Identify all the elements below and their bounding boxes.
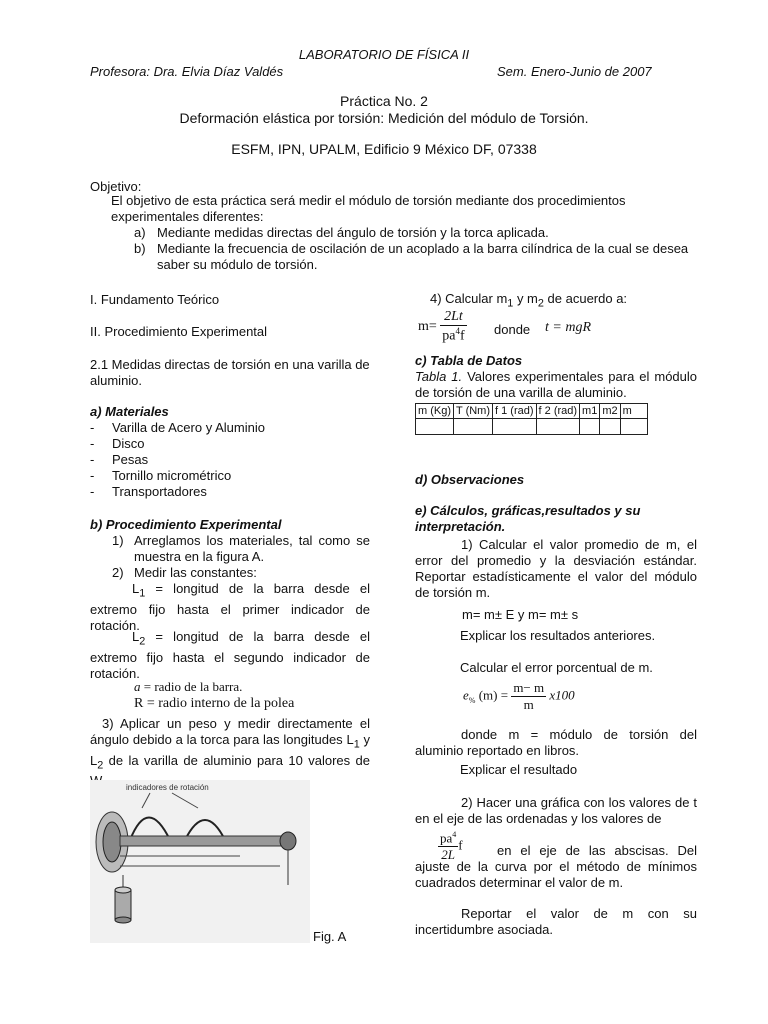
l2-text: = longitud de la barra desde el extremo fijo hasta el segundo indicador de rotación. xyxy=(90,629,370,681)
l2-definition xyxy=(90,629,370,682)
professor-name: Profesora: Dra. Elvia Díaz Valdés xyxy=(90,64,284,79)
table-caption xyxy=(415,369,697,401)
section-fundamento: I. Fundamento Teórico xyxy=(90,292,220,307)
objective-a-marker: a) xyxy=(134,225,146,240)
calc2-frac-tail: f xyxy=(458,837,463,853)
error-heading: Calcular el error porcentual de m. xyxy=(460,660,653,675)
calc2-text-b: en el eje de las abscisas. Del ajuste de la curva por el método de mínimos cuadrados determinar el valor de m. xyxy=(415,843,697,890)
eq-numerator: 2Lt xyxy=(440,309,466,326)
practice-subtitle: Deformación elástica por torsión: Medición del módulo de Torsión. xyxy=(179,110,589,126)
l1-text: = longitud de la barra desde el extremo fijo hasta el primer indicador de rotación. xyxy=(90,581,370,633)
data-table xyxy=(415,403,648,435)
calc2-frac-num: pa xyxy=(440,830,453,846)
explain-result: Explicar el resultado xyxy=(460,762,578,777)
table-header-cell: m2 xyxy=(600,404,620,419)
table-header-cell: m (Kg) xyxy=(416,404,454,419)
step4-a: 4) Calcular m xyxy=(430,291,508,306)
table-header-cell: f 1 (rad) xyxy=(493,404,537,419)
institution: ESFM, IPN, UPALM, Edificio 9 México DF, 07338 xyxy=(231,141,537,157)
objective-b-marker: b) xyxy=(134,241,146,256)
calc2-text-c: Reportar el valor de m con su incertidumbre asociada. xyxy=(415,906,697,937)
a-text: = radio de la barra. xyxy=(140,679,243,694)
step3-c: de la varilla de aluminio para 10 valores de xyxy=(108,752,370,768)
calc2-frac-den: 2L xyxy=(441,847,455,863)
eq-lhs: m= xyxy=(418,319,437,335)
material-item: - Pesas xyxy=(90,452,370,468)
figure-caption: Fig. A xyxy=(313,929,347,944)
objective-text: El objetivo de esta práctica será medir el módulo de torsión mediante dos procedimientos experimentales diferentes: xyxy=(111,193,626,224)
step4-b: y m xyxy=(513,291,538,306)
figure-label-indicators: indicadores de rotación xyxy=(126,783,209,792)
step4-sub1: 1 xyxy=(507,297,514,310)
err-lhs: e xyxy=(463,687,469,703)
eq-den-exponent: 4 xyxy=(455,326,461,336)
observations-heading: d) Observaciones xyxy=(415,472,525,487)
table-row xyxy=(416,419,648,435)
materials-list xyxy=(90,420,370,500)
step2-text: Medir las constantes: xyxy=(134,565,257,580)
eq-den-end: f xyxy=(460,328,465,344)
material-item: - Disco xyxy=(90,436,370,452)
step4-c: de acuerdo a: xyxy=(543,291,628,306)
table-caption-label: Tabla 1. xyxy=(415,369,463,384)
a-symbol: a xyxy=(134,679,141,694)
table-caption-text: Valores experimentales para el módulo de torsión de una varilla de aluminio. xyxy=(415,369,698,400)
err-tail: x100 xyxy=(549,687,575,703)
err-lhs-arg: (m) = xyxy=(478,687,509,703)
err-numerator: m− m xyxy=(513,680,545,695)
err-lhs-sub: % xyxy=(468,696,476,706)
step4-text xyxy=(430,291,627,310)
eq-fraction xyxy=(440,309,466,345)
r-definition: R = radio interno de la polea xyxy=(134,696,295,711)
step2-marker: 2) xyxy=(112,565,124,580)
step1-text: Arreglamos los materiales, tal como se muestra en la figura A. xyxy=(134,533,370,564)
err-denominator: m xyxy=(523,697,534,712)
step3-sub2: 2 xyxy=(97,759,104,772)
material-item: - Tornillo micrométrico xyxy=(90,468,370,484)
semester: Sem. Enero-Junio de 2007 xyxy=(497,64,652,79)
step3-b: y L xyxy=(90,732,370,768)
materials-heading: a) Materiales xyxy=(90,404,169,419)
l1-definition xyxy=(90,581,370,634)
table-header-cell: m1 xyxy=(580,404,600,419)
material-item: - Varilla de Acero y Aluminio xyxy=(90,420,370,436)
section-procedimiento: II. Procedimiento Experimental xyxy=(90,324,268,339)
section-2-1: 2.1 Medidas directas de torsión en una varilla de aluminio. xyxy=(90,357,370,388)
lab-title: LABORATORIO DE FÍSICA II xyxy=(298,47,470,62)
table-header-cell: f 2 (rad) xyxy=(536,404,580,419)
table-header-cell: m xyxy=(620,404,647,419)
a-definition xyxy=(134,679,242,695)
error-equation xyxy=(463,680,575,713)
torsion-equation xyxy=(418,309,467,345)
figure-a-image xyxy=(90,780,310,943)
step3-a: 3) Aplicar un peso y medir directamente el ángulo debido a la torca para las longitudes L xyxy=(90,716,370,747)
eq-tau: t = mgR xyxy=(545,320,591,335)
eq-denominator: pa xyxy=(442,328,456,344)
step1-marker: 1) xyxy=(112,533,124,548)
procedure-heading: b) Procedimiento Experimental xyxy=(90,517,282,532)
calculations-heading: e) Cálculos, gráficas,resultados y su interpretación. xyxy=(415,503,641,534)
calc1-equation: m= m± E y m= m± s xyxy=(462,607,579,622)
eq-donde: donde xyxy=(494,322,531,337)
practice-number: Práctica No. 2 xyxy=(340,93,428,109)
step3-text xyxy=(90,716,370,789)
table-heading: c) Tabla de Datos xyxy=(415,353,523,368)
calc1-explain: Explicar los resultados anteriores. xyxy=(460,628,656,643)
l2-subscript: 2 xyxy=(139,635,146,648)
calc2-text-a: 2) Hacer una gráfica con los valores de t en el eje de las ordenadas y los valores de xyxy=(415,795,697,826)
step3-sub1: 1 xyxy=(353,738,360,751)
objective-heading: Objetivo: xyxy=(90,179,142,194)
objective-b: Mediante la frecuencia de oscilación de un acoplado a la barra cilíndrica de la cual se desea saber su módulo de torsión. xyxy=(157,241,689,272)
l1-symbol: L xyxy=(132,581,140,596)
l1-subscript: 1 xyxy=(139,587,146,600)
calc2-frac-exp: 4 xyxy=(452,830,457,839)
donde-a: donde m xyxy=(461,727,520,742)
calc1-text: 1) Calcular el valor promedio de m, el error del promedio y la desviación estándar. Reportar estadísticamente el valor del módulo de torsión m. xyxy=(415,537,697,600)
table-header-cell: T (Nm) xyxy=(454,404,493,419)
donde-text xyxy=(415,727,697,759)
material-item: - Transportadores xyxy=(90,484,370,500)
step4-sub2: 2 xyxy=(537,297,544,310)
err-fraction xyxy=(511,680,546,713)
donde-b: = módulo de torsión del aluminio reportado en libros. xyxy=(415,727,697,758)
torsion-apparatus-drawing xyxy=(90,780,310,943)
objective-a: Mediante medidas directas del ángulo de torsión y la torca aplicada. xyxy=(157,225,549,240)
table-header-row xyxy=(416,404,648,419)
l2-symbol: L xyxy=(132,629,140,644)
